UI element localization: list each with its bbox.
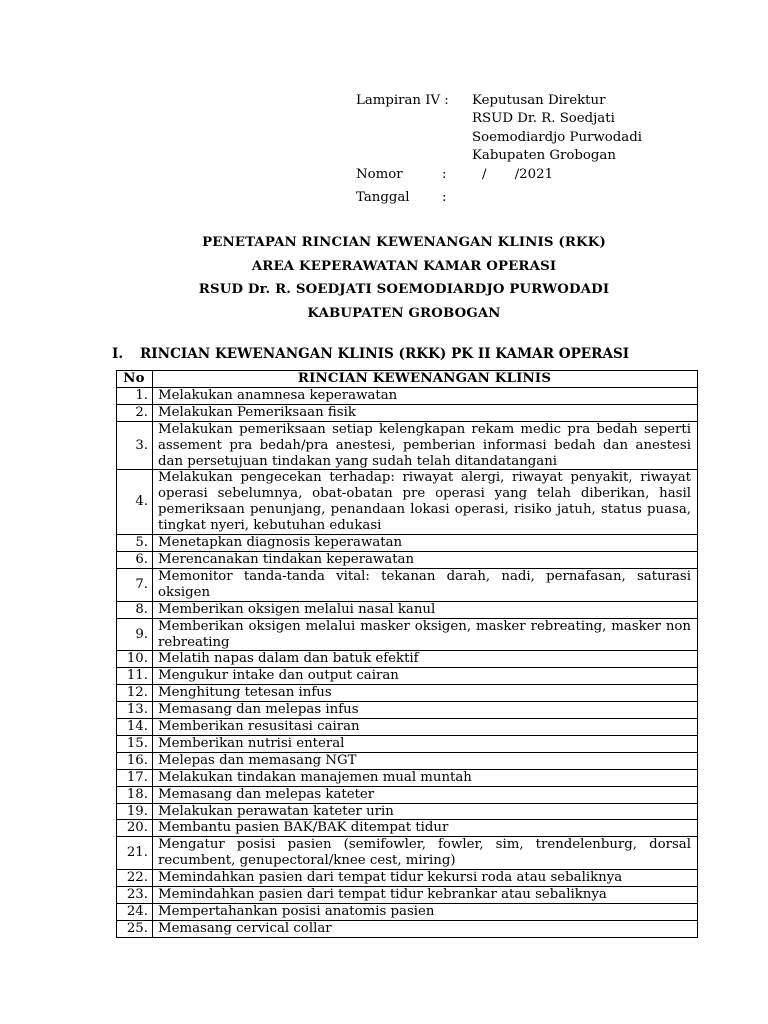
table-row [117, 685, 698, 702]
lampiran-label: Lampiran IV : [356, 93, 449, 108]
row-number: 23. [117, 887, 153, 904]
table-row [117, 387, 698, 404]
lampiran-line: Soemodiardjo Purwodadi [472, 129, 642, 145]
table-row [117, 719, 698, 736]
title-line: AREA KEPERAWATAN KAMAR OPERASI [251, 258, 557, 274]
table-row [117, 470, 698, 535]
table-row [117, 735, 698, 752]
table-header-row [117, 371, 698, 388]
section-title: RINCIAN KEWENANGAN KLINIS (RKK) PK II KAMAR OPERASI [140, 346, 630, 362]
row-description: Menghitung tetesan infus [153, 685, 698, 702]
row-description: Memberikan oksigen melalui nasal kanul [153, 601, 698, 618]
lampiran-header [356, 92, 642, 208]
nomor-colon: : [442, 167, 447, 183]
table-row [117, 837, 698, 870]
lampiran-row [356, 92, 642, 165]
row-number: 20. [117, 820, 153, 837]
document-title [112, 231, 696, 326]
row-number: 15. [117, 735, 153, 752]
table-row [117, 618, 698, 651]
row-number: 6. [117, 551, 153, 568]
row-description: Memasang cervical collar [153, 920, 698, 937]
table-row [117, 568, 698, 601]
row-description: Melakukan pengecekan terhadap: riwayat alergi, riwayat penyakit, riwayat operasi sebelumnya, obat-obatan pre operasi yang telah diberikan, hasil pemeriksaan penunjang, penandaan lokasi operasi, risiko jatuh, status puasa, tingkat nyeri, kebutuhan edukasi [153, 470, 698, 535]
nomor-value: / /2021 [482, 167, 554, 183]
row-description: Memberikan resusitasi cairan [153, 719, 698, 736]
section-number: I. [112, 346, 124, 362]
table-row [117, 404, 698, 421]
title-line: KABUPATEN GROBOGAN [307, 306, 501, 322]
row-number: 1. [117, 387, 153, 404]
row-number: 5. [117, 535, 153, 552]
table-row [117, 421, 698, 470]
row-description: Melakukan perawatan kateter urin [153, 803, 698, 820]
lampiran-values [472, 92, 642, 165]
row-number: 25. [117, 920, 153, 937]
row-number: 24. [117, 904, 153, 921]
row-description: Memindahkan pasien dari tempat tidur kekursi roda atau sebaliknya [153, 870, 698, 887]
row-number: 21. [117, 837, 153, 870]
row-number: 9. [117, 618, 153, 651]
row-description: Melatih napas dalam dan batuk efektif [153, 651, 698, 668]
table-row [117, 551, 698, 568]
row-description: Merencanakan tindakan keperawatan [153, 551, 698, 568]
table-row [117, 904, 698, 921]
row-number: 19. [117, 803, 153, 820]
row-number: 11. [117, 668, 153, 685]
table-row [117, 786, 698, 803]
row-number: 7. [117, 568, 153, 601]
row-description: Melakukan pemeriksaan setiap kelengkapan rekam medic pra bedah seperti assement pra bedah/pra anestesi, pemberian informasi bedah dan anestesi dan persetujuan tindakan yang sudah telah ditandatangani [153, 421, 698, 470]
nomor-label: Nomor [356, 167, 403, 183]
row-description: Melakukan Pemeriksaan fisik [153, 404, 698, 421]
row-description: Membantu pasien BAK/BAK ditempat tidur [153, 820, 698, 837]
lampiran-line: Keputusan Direktur [472, 93, 606, 108]
nomor-row [356, 166, 642, 184]
row-description: Menetapkan diagnosis keperawatan [153, 535, 698, 552]
table-row [117, 535, 698, 552]
row-description: Memasang dan melepas infus [153, 702, 698, 719]
table-row [117, 769, 698, 786]
row-description: Mempertahankan posisi anatomis pasien [153, 904, 698, 921]
table-row [117, 668, 698, 685]
row-number: 12. [117, 685, 153, 702]
row-number: 2. [117, 404, 153, 421]
row-number: 3. [117, 421, 153, 470]
row-description: Melakukan anamnesa keperawatan [153, 387, 698, 404]
table-row [117, 870, 698, 887]
table-row [117, 601, 698, 618]
row-number: 8. [117, 601, 153, 618]
row-description: Melakukan tindakan manajemen mual muntah [153, 769, 698, 786]
title-line: PENETAPAN RINCIAN KEWENANGAN KLINIS (RKK) [202, 235, 606, 250]
row-number: 22. [117, 870, 153, 887]
row-description: Memonitor tanda-tanda vital: tekanan darah, nadi, pernafasan, saturasi oksigen [153, 568, 698, 601]
row-number: 18. [117, 786, 153, 803]
row-description: Memindahkan pasien dari tempat tidur kebrankar atau sebaliknya [153, 887, 698, 904]
section-heading [112, 346, 629, 362]
tanggal-label: Tanggal [356, 190, 410, 206]
header-rincian: RINCIAN KEWENANGAN KLINIS [153, 371, 698, 388]
lampiran-line: Kabupaten Grobogan [472, 147, 616, 163]
table-row [117, 752, 698, 769]
row-number: 16. [117, 752, 153, 769]
row-description: Memasang dan melepas kateter [153, 786, 698, 803]
table-row [117, 820, 698, 837]
table-row [117, 702, 698, 719]
row-description: Memberikan oksigen melalui masker oksigen, masker rebreating, masker non rebreating [153, 618, 698, 651]
row-number: 13. [117, 702, 153, 719]
row-number: 14. [117, 719, 153, 736]
rkk-table [116, 370, 698, 938]
table-row [117, 920, 698, 937]
table-row [117, 651, 698, 668]
tanggal-colon: : [442, 190, 447, 206]
row-description: Mengukur intake dan output cairan [153, 668, 698, 685]
rkk-table-body [117, 387, 698, 937]
header-no: No [117, 371, 153, 388]
table-row [117, 803, 698, 820]
title-line: RSUD Dr. R. SOEDJATI SOEMODIARDJO PURWODADI [198, 282, 610, 298]
row-number: 17. [117, 769, 153, 786]
row-number: 10. [117, 651, 153, 668]
lampiran-line: RSUD Dr. R. Soedjati [472, 111, 615, 127]
row-description: Melepas dan memasang NGT [153, 752, 698, 769]
row-description: Mengatur posisi pasien (semifowler, fowler, sim, trendelenburg, dorsal recumbent, genupectoral/knee cest, miring) [153, 837, 698, 870]
row-description: Memberikan nutrisi enteral [153, 735, 698, 752]
tanggal-row [356, 189, 642, 207]
row-number: 4. [117, 470, 153, 535]
table-row [117, 887, 698, 904]
